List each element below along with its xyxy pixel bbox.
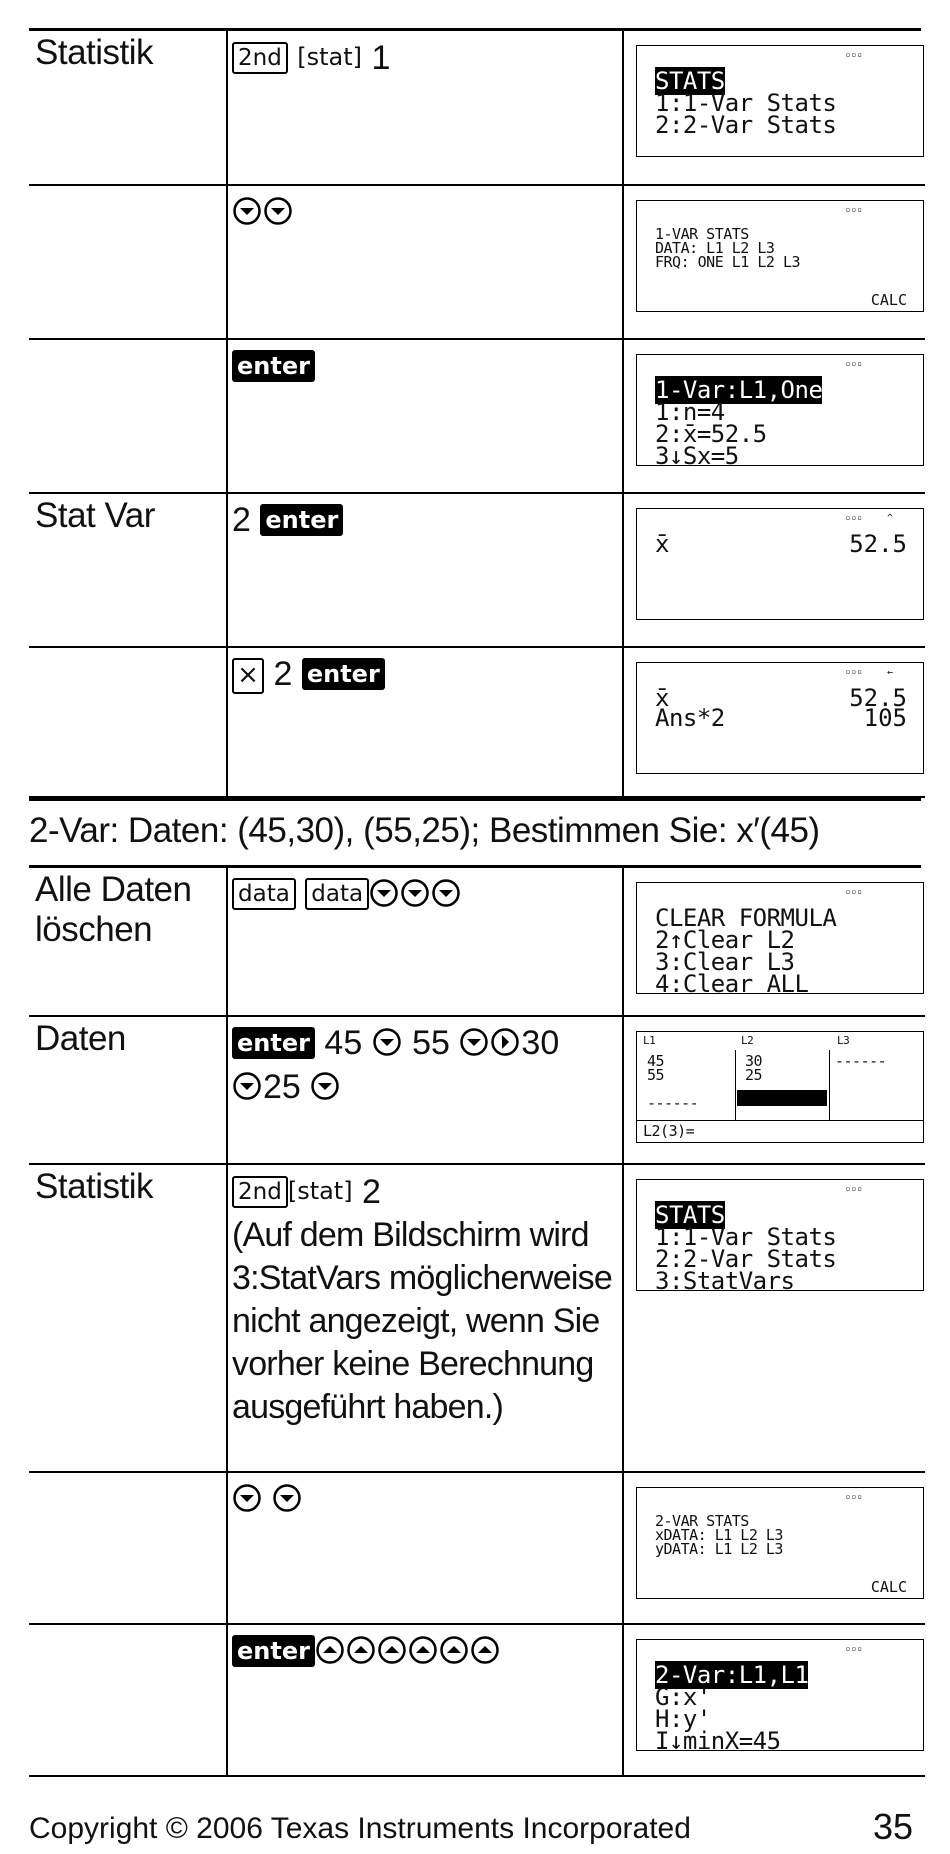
arrow-down-icon [263,196,293,226]
screen-line: Ans*2 [655,704,725,732]
screen-line: 3:StatVars [655,1267,795,1291]
keystroke-sequence [228,1625,622,1673]
key-enter: enter [232,1027,315,1059]
key-2: 2 [362,1173,381,1211]
keystroke-sequence [228,186,622,234]
key-enter: enter [232,1635,315,1667]
manual-page [29,28,921,1777]
screen-line: DATA: L1 L2 L3 [655,239,775,257]
keystroke-sequence [228,31,622,80]
row-label: Stat Var [35,496,155,535]
arrow-down-icon [369,878,399,908]
row-label [29,648,226,650]
arrow-up-icon [408,1635,438,1665]
key-2nd: 2nd [232,42,288,74]
page-number: 35 [872,1806,913,1847]
list-cell: 55 [647,1066,665,1084]
arrow-down-icon [272,1483,302,1513]
arrow-up-icon [346,1635,376,1665]
key-2nd: 2nd [232,1176,288,1208]
calc-screen: ▫▫▫ STATS 1:1-Var Stats 2:2-Var Stats 3:StatVars [636,1179,924,1291]
note-text: (Auf dem Bildschirm wird 3:StatVars möglicherweise nicht angezeigt, wenn Sie vorher keine Berechnung ausgeführt haben.) [232,1216,612,1426]
arrow-down-icon [372,1027,402,1057]
screen-line: 1:1-Var Stats [655,1223,837,1251]
screen-line: 2-VAR STATS [655,1512,749,1530]
key-45: 45 [324,1024,363,1062]
arrow-down-icon [400,878,430,908]
screen-line: 1:1-Var Stats [655,89,837,117]
table-row [29,647,925,797]
key-data: data [232,878,296,910]
calc-screen: ▫▫▫ 2-Var:L1,L1 G:x' H:y' I↓minX=45 [636,1639,924,1751]
screen-line: x̄ [655,684,669,712]
screen-line: G:x' [655,1683,711,1711]
keystroke-sequence [228,340,622,388]
list-cell: 30 [745,1052,763,1070]
key-2: 2 [232,501,251,539]
key-multiply: × [232,658,264,694]
table-row [29,493,925,647]
screen-line: xDATA: L1 L2 L3 [655,1526,783,1544]
edit-line: L2(3)= [643,1122,695,1140]
arrow-down-icon [232,1483,262,1513]
screen-line: 2↑Clear L2 [655,926,795,954]
key-30: 30 [521,1024,560,1062]
calc-screen-list-editor: L1 L2 L3 45 55 30 25 ------ ------ L2(3)= [636,1031,924,1143]
screen-line: STATS [655,1201,725,1229]
arrow-down-icon [310,1071,340,1101]
arrow-down-icon [232,1071,262,1101]
selected-cell [737,1090,827,1106]
list-cell: 45 [647,1052,665,1070]
screen-result: 52.5 [849,530,907,558]
column-header: L1 [643,1034,656,1047]
arrow-down-icon [232,196,262,226]
arrow-up-icon [377,1635,407,1665]
key-2: 2 [273,655,293,693]
screen-line: 2-Var:L1,L1 [655,1661,809,1689]
row-label: Statistik [35,33,154,72]
row-label: Daten [35,1019,126,1058]
key-data: data [305,878,369,910]
table-row [29,1016,925,1164]
table-row [29,339,925,493]
screen-line: H:y' [655,1705,711,1733]
calc-screen: ▫▫▫ 2-VAR STATS xDATA: L1 L2 L3 yDATA: L1 L2 L3 CALC [636,1487,924,1599]
arrow-right-icon [490,1027,520,1057]
screen-result: 105 [863,704,907,732]
calc-screen: ▫▫▫ ← x̄ 52.5 Ans*2 105 [636,662,924,774]
screen-line: 1:n=4 [655,398,725,426]
calc-screen [636,45,924,157]
table-row [29,1472,925,1624]
page-footer [29,1806,921,1847]
screen-line: 2:2-Var Stats [655,1245,837,1273]
copyright-text: Copyright © 2006 Texas Instruments Incorporated [29,1812,691,1845]
calc-screen: ▫▫▫ 1-Var:L1,One 1:n=4 2:x̄=52.5 3↓Sx=5 [636,354,924,466]
screen-line: I↓minX=45 [655,1727,781,1751]
row-label [29,1625,226,1627]
row-label: Alle Daten löschen [35,870,192,949]
arrow-down-icon [459,1027,489,1057]
column-header: L2 [741,1034,754,1047]
screen-line: yDATA: L1 L2 L3 [655,1540,783,1558]
arrow-up-icon [315,1635,345,1665]
calc-screen: ▫▫▫ ^ x̄ 52.5 [636,508,924,620]
table-row [29,1164,925,1472]
screen-line: STATS [655,67,725,95]
row-label [29,186,226,188]
screen-calc: CALC [870,1578,907,1596]
calc-screen: ▫▫▫ CLEAR FORMULA 2↑Clear L2 3:Clear L3 4:Clear ALL [636,882,924,994]
screen-line: 4:Clear ALL [655,970,809,994]
keystroke-sequence [228,868,622,916]
screen-line: 3:Clear L3 [655,948,795,976]
screen-line: 2:x̄=52.5 [655,420,767,448]
table-row [29,31,925,185]
column-header: L3 [837,1034,850,1047]
key-enter: enter [260,504,343,536]
keystroke-sequence [228,1473,622,1521]
screen-line: x̄ [655,530,669,558]
two-var-table [29,868,925,1777]
key-enter: enter [232,350,315,382]
keystroke-sequence [228,494,622,542]
screen-line: 1-Var:L1,One [655,376,823,404]
keystroke-sequence [228,648,622,696]
screen-calc: CALC [870,291,907,309]
key-enter: enter [302,658,385,690]
key-stat: [stat] [287,1177,353,1205]
keystroke-sequence [228,1017,622,1109]
arrow-up-icon [439,1635,469,1665]
arrow-down-icon [431,878,461,908]
screen-line: 1-VAR STATS [655,225,749,243]
table-row [29,868,925,1016]
screen-line: FRQ: ONE L1 L2 L3 [655,253,801,271]
row-label [29,340,226,342]
key-25: 25 [263,1068,301,1106]
screen-line: 3↓Sx=5 [655,442,739,466]
row-label [29,1473,226,1475]
table-row [29,1624,925,1776]
keystroke-sequence [228,1165,622,1429]
key-55: 55 [412,1024,450,1062]
screen-line: 2:2-Var Stats [655,111,837,139]
one-var-table [29,31,925,798]
key-stat: [stat] [297,43,363,71]
key-1: 1 [371,39,391,77]
screen-result: 52.5 [849,684,907,712]
status-indicator: ▫▫▫ [845,50,863,59]
row-label: Statistik [35,1167,154,1206]
calc-screen: ▫▫▫ 1-VAR STATS DATA: L1 L2 L3 FRQ: ONE L1 L2 L3 CALC [636,200,924,312]
arrow-up-icon [470,1635,500,1665]
list-cell: 25 [745,1066,763,1084]
screen-line: CLEAR FORMULA [655,904,837,932]
section-heading: 2-Var: Daten: (45,30), (55,25); Bestimmen Sie: x′(45) [29,798,921,865]
table-row [29,185,925,339]
